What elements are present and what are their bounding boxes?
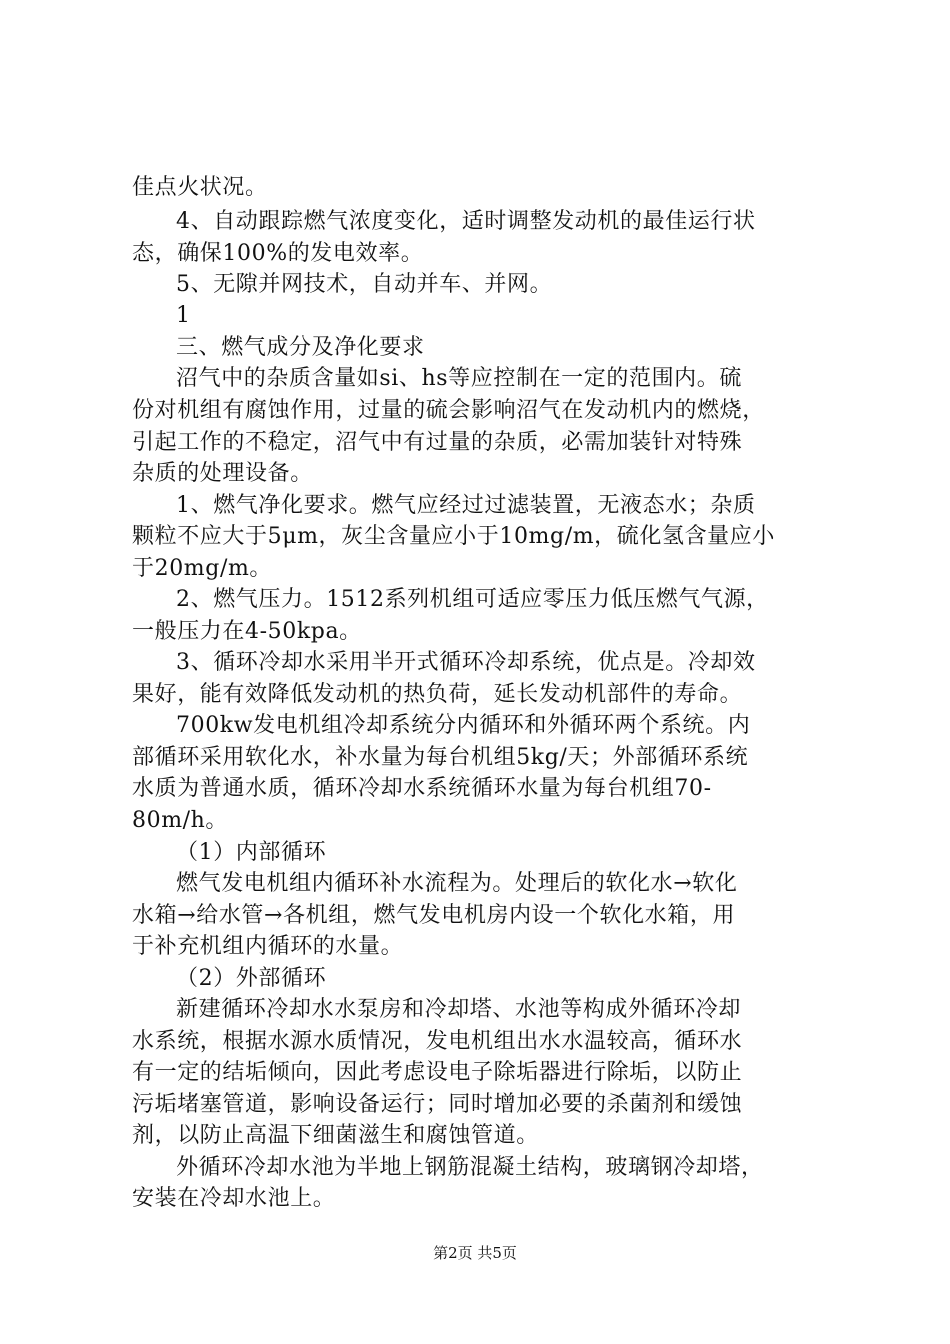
- text-line: 燃气发电机组内循环补水流程为。处理后的软化水→软化: [176, 871, 738, 896]
- text-line: 安装在冷却水池上。: [132, 1186, 336, 1211]
- text-line: 佳点火状况。: [132, 175, 268, 200]
- text-line: 杂质的处理设备。: [132, 461, 313, 486]
- text-line: 份对机组有腐蚀作用，过量的硫会影响沼气在发动机内的燃烧，: [132, 398, 765, 423]
- text-line: 于20mg/m。: [132, 556, 273, 581]
- text-line: 部循环采用软化水，补水量为每台机组5kg/天；外部循环系统: [132, 745, 749, 770]
- text-line: 80m/h。: [132, 808, 229, 833]
- text-line: 引起工作的不稳定，沼气中有过量的杂质，必需加装针对特殊: [132, 430, 743, 455]
- text-line: 4、自动跟踪燃气浓度变化，适时调整发动机的最佳运行状: [176, 209, 756, 234]
- subsection-heading: （2）外部循环: [176, 966, 327, 991]
- text-line: 5、无隙并网技术，自动并车、并网。: [176, 272, 553, 297]
- text-line: 有一定的结垢倾向，因此考虑设电子除垢器进行除垢，以防止: [132, 1060, 743, 1085]
- text-line: 剂，以防止高温下细菌滋生和腐蚀管道。: [132, 1123, 539, 1148]
- text-line: 一般压力在4-50kpa。: [132, 619, 362, 644]
- text-line: 新建循环冷却水水泵房和冷却塔、水池等构成外循环冷却: [176, 997, 742, 1022]
- subsection-heading: （1）内部循环: [176, 840, 327, 865]
- text-line: 外循环冷却水池为半地上钢筋混凝土结构，玻璃钢冷却塔，: [176, 1155, 764, 1180]
- text-line: 果好，能有效降低发动机的热负荷，延长发动机部件的寿命。: [132, 682, 743, 707]
- text-line: 态，确保100%的发电效率。: [132, 241, 424, 266]
- section-heading: 三、燃气成分及净化要求: [176, 335, 425, 360]
- text-line: 1、燃气净化要求。燃气应经过过滤装置，无液态水；杂质: [176, 493, 756, 518]
- text-line: 1: [176, 303, 191, 328]
- page-number-footer: 第2页 共5页: [433, 1244, 517, 1262]
- text-line: 水系统，根据水源水质情况，发电机组出水水温较高，循环水: [132, 1029, 743, 1054]
- text-line: 水质为普通水质，循环冷却水系统循环水量为每台机组70-: [132, 776, 712, 801]
- text-line: 3、循环冷却水采用半开式循环冷却系统，优点是。冷却效: [176, 650, 756, 675]
- text-line: 水箱→给水管→各机组，燃气发电机房内设一个软化水箱，用: [132, 903, 736, 928]
- text-line: 于补充机组内循环的水量。: [132, 934, 404, 959]
- text-line: 2、燃气压力。1512系列机组可适应零压力低压燃气气源，: [176, 587, 769, 612]
- text-line: 700kw发电机组冷却系统分内循环和外循环两个系统。内: [176, 713, 751, 738]
- text-line: 沼气中的杂质含量如si、hs等应控制在一定的范围内。硫: [176, 366, 742, 391]
- text-line: 颗粒不应大于5μm，灰尘含量应小于10mg/m，硫化氢含量应小: [132, 524, 775, 549]
- text-line: 污垢堵塞管道，影响设备运行；同时增加必要的杀菌剂和缓蚀: [132, 1092, 743, 1117]
